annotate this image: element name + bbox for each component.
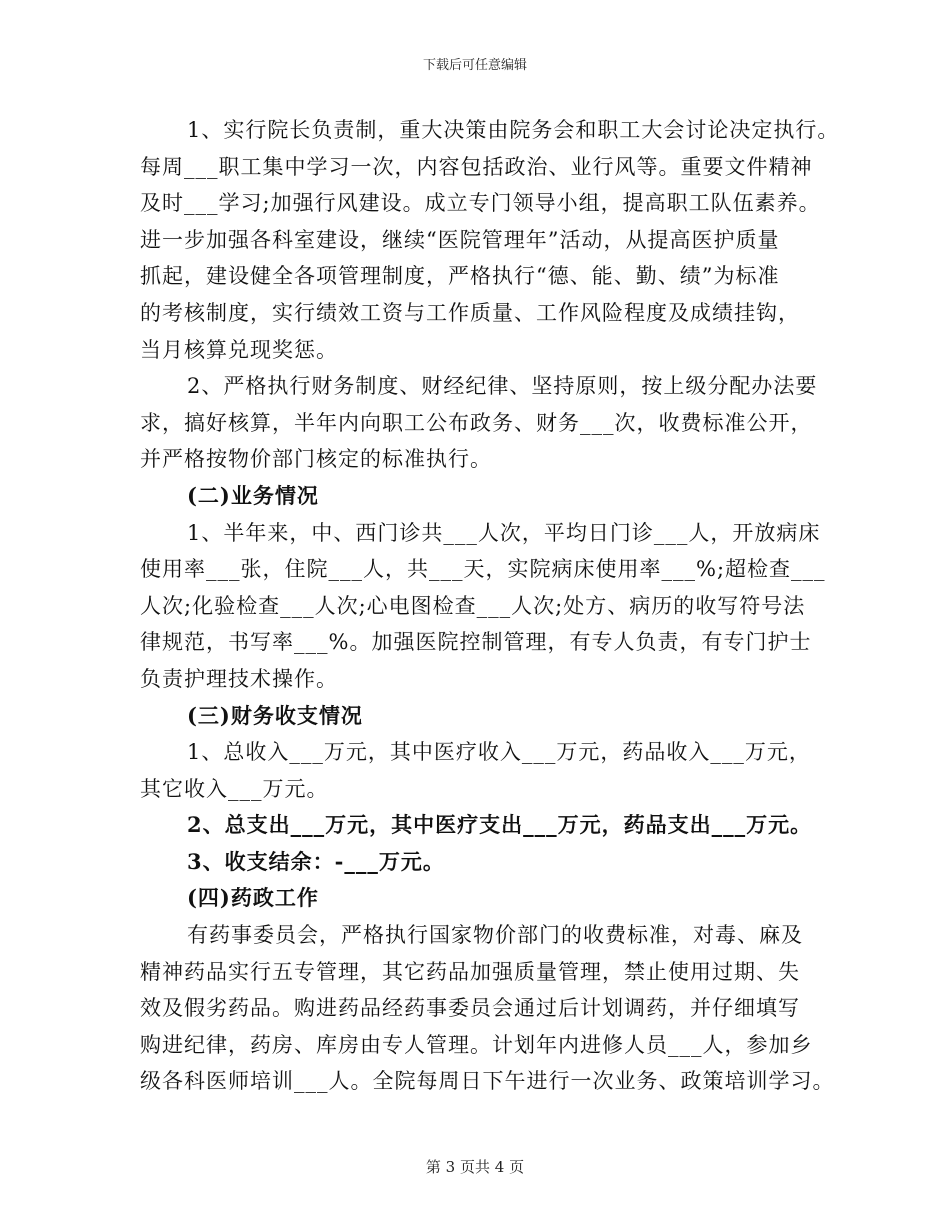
paragraph-line: 1、实行院长负责制，重大决策由院务会和职工大会讨论决定执行。 xyxy=(187,118,840,142)
paragraph-line: 有药事委员会，严格执行国家物价部门的收费标准，对毒、麻及 xyxy=(187,923,803,948)
paragraph-line: 2、严格执行财务制度、财经纪律、坚持原则，按上级分配办法要 xyxy=(187,374,818,399)
section-heading: (三)财务收支情况 xyxy=(187,702,363,728)
paragraph-line: 1、半年来，中、西门诊共___人次，平均日门诊___人，开放病床 xyxy=(187,520,821,545)
paragraph-line: 并严格按物价部门核定的标准执行。 xyxy=(140,447,492,472)
paragraph-line: 负责护理技术操作。 xyxy=(140,666,338,691)
paragraph-line: 效及假劣药品。购进药品经药事委员会通过后计划调药，并仔细填写 xyxy=(140,996,800,1021)
paragraph-line: 人次;化验检查___人次;心电图检查___人次;处方、病历的收写符号法 xyxy=(140,593,806,618)
bold-paragraph-line: 2、总支出___万元，其中医疗支出___万元，药品支出___万元。 xyxy=(187,812,813,838)
paragraph-line: 级各科医师培训___人。全院每周日下午进行一次业务、政策培训学习。 xyxy=(140,1069,835,1094)
section-heading: (二)业务情况 xyxy=(187,482,319,508)
paragraph-line: 进一步加强各科室建设，继续“医院管理年”活动，从提高医护质量 xyxy=(140,227,780,252)
paragraph-line: 及时___学习;加强行风建设。成立专门领导小组，提高职工队伍素养。 xyxy=(140,191,821,216)
paragraph-line: 的考核制度，实行绩效工资与工作质量、工作风险程度及成绩挂钩， xyxy=(140,300,800,325)
paragraph-line: 当月核算兑现奖惩。 xyxy=(140,337,338,362)
paragraph-line: 抓起，建设健全各项管理制度，严格执行“德、能、勤、绩”为标准 xyxy=(140,264,780,289)
paragraph-line: 其它收入___万元。 xyxy=(140,776,329,801)
page-header: 下载后可任意编辑 xyxy=(422,58,527,73)
paragraph-line: 每周___职工集中学习一次，内容包括政治、业行风等。重要文件精神 xyxy=(140,154,813,179)
page-footer: 第 3 页共 4 页 xyxy=(425,1158,525,1176)
document-body xyxy=(140,112,840,1100)
section-heading: (四)药政工作 xyxy=(187,885,319,911)
paragraph-line: 购进纪律，药房、库房由专人管理。计划年内进修人员___人，参加乡 xyxy=(140,1032,813,1057)
paragraph-line: 律规范，书写率___%。加强医院控制管理，有专人负责，有专门护士 xyxy=(140,630,812,655)
bold-paragraph-line: 3、收支结余：-___万元。 xyxy=(187,848,445,874)
paragraph-line: 使用率___张，住院___人，共___天，实院病床使用率___%;超检查___ xyxy=(140,557,826,582)
paragraph-line: 1、总收入___万元，其中医疗收入___万元，药品收入___万元， xyxy=(187,740,811,765)
paragraph-line: 求，搞好核算，半年内向职工公布政务、财务___次，收费标准公开， xyxy=(140,410,813,435)
paragraph-line: 精神药品实行五专管理，其它药品加强质量管理，禁止使用过期、失 xyxy=(140,959,800,984)
